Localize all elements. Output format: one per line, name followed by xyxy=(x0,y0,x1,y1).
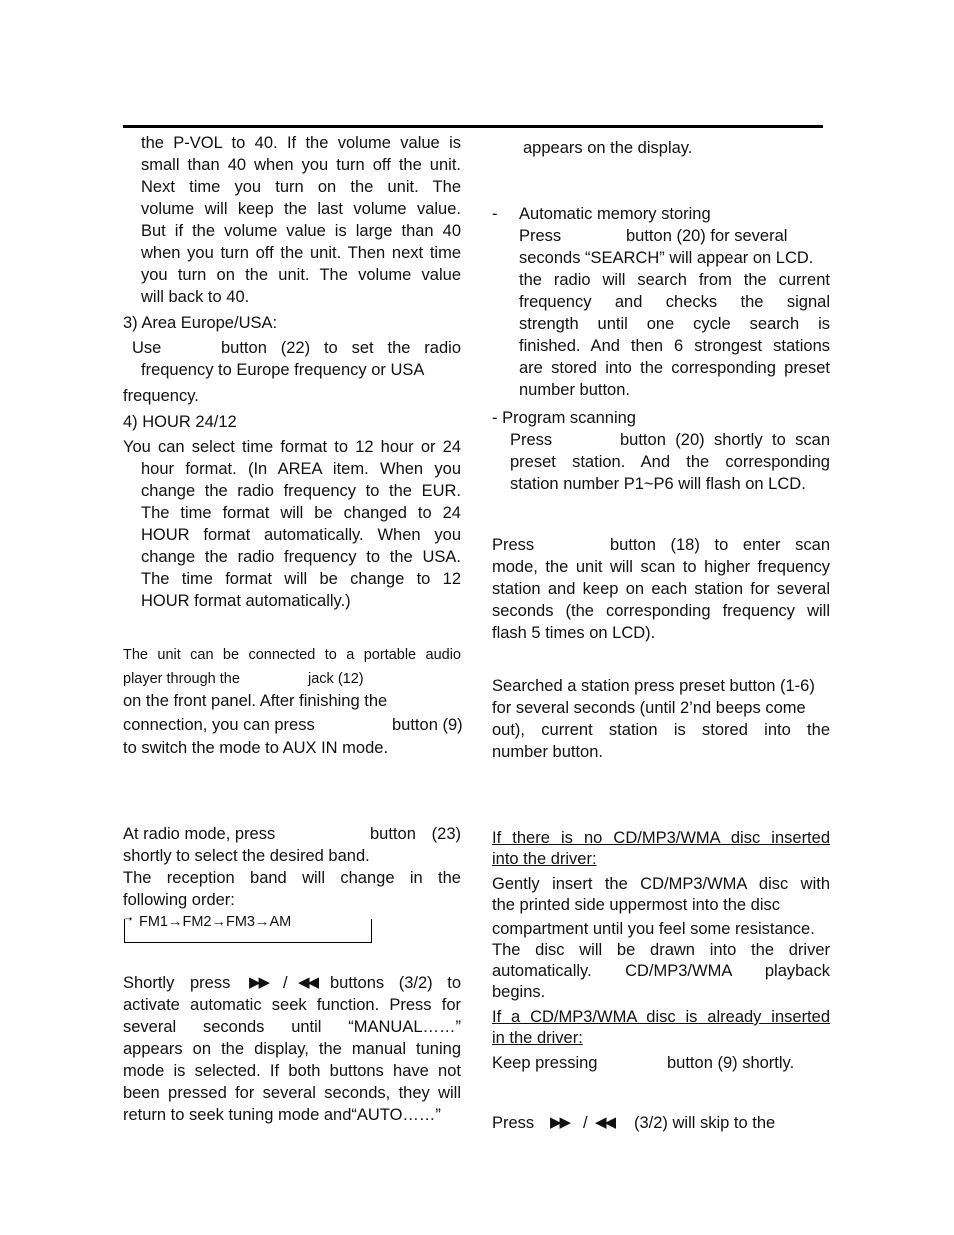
text-line: Press xyxy=(519,227,562,245)
text-line: mode, the unit will scan to higher frequency xyxy=(492,558,830,576)
text-line: return to seek tuning mode and“AUTO……” xyxy=(123,1106,441,1124)
text-line: seconds (the corresponding frequency will xyxy=(492,602,830,620)
text-line: station and keep on each station for several xyxy=(492,580,830,598)
text-line: are stored into the corresponding preset xyxy=(519,359,830,377)
section-heading: Automatic memory storing xyxy=(519,205,711,223)
section-heading: - Program scanning xyxy=(492,409,636,427)
text-line: button (20) shortly to scan xyxy=(620,431,830,449)
band-order-label: FM1→FM2→FM3→AM xyxy=(139,911,295,933)
text-line: hour format. (In AREA item. When you xyxy=(141,460,461,478)
text-line: out), current station is stored into the xyxy=(492,721,830,739)
text-line: station number P1~P6 will flash on LCD. xyxy=(510,475,806,493)
text-line: - xyxy=(492,205,498,223)
text-line: to switch the mode to AUX IN mode. xyxy=(123,739,389,757)
text-line: Use xyxy=(132,339,162,357)
subheading: If a CD/MP3/WMA disc is already inserted xyxy=(492,1008,830,1026)
text-line: will back to 40. xyxy=(141,288,250,306)
text-line: appears on the display, the manual tuning xyxy=(123,1040,461,1058)
text-line: seconds “SEARCH” will appear on LCD. xyxy=(519,249,814,267)
text-line: / xyxy=(583,1114,588,1132)
text-line: on the front panel. After finishing the xyxy=(123,692,388,710)
section-heading: 4) HOUR 24/12 xyxy=(123,413,237,431)
text-line: you turn on the unit. The volume value xyxy=(141,266,461,284)
text-line: The unit can be connected to a portable audio xyxy=(123,647,461,663)
text-line: jack (12) xyxy=(308,671,364,687)
text-line: The disc will be drawn into the driver xyxy=(492,941,830,959)
text-line: the printed side uppermost into the disc xyxy=(492,896,781,914)
text-line: But if the volume value is large than 40 xyxy=(141,222,461,240)
text-line: preset station. And the corresponding xyxy=(510,453,830,471)
arrow-right-icon: ➝ xyxy=(124,914,133,925)
seek-forward-icon: ▶▶ xyxy=(249,974,269,991)
text-line: The reception band will change in the xyxy=(123,869,461,887)
text-line: shortly to select the desired band. xyxy=(123,847,370,865)
text-line: change the radio frequency to the EUR. xyxy=(141,482,461,500)
text-line: mode is selected. If both buttons have not xyxy=(123,1062,461,1080)
text-line: HOUR format automatically.) xyxy=(141,592,351,610)
text-line: Keep pressing xyxy=(492,1054,598,1072)
text-line: for several seconds (until 2’nd beeps come xyxy=(492,699,806,717)
header-rule xyxy=(123,125,823,128)
text-line: button (23) xyxy=(370,825,461,843)
text-line: activate automatic seek function. Press for xyxy=(123,996,461,1014)
text-line: number button. xyxy=(492,743,603,761)
text-line: button (22) to set the radio xyxy=(221,339,461,357)
text-line: player through the xyxy=(123,671,240,687)
text-line: HOUR format automatically. When you xyxy=(141,526,461,544)
text-line: finished. And then 6 strongest stations xyxy=(519,337,830,355)
text-line: begins. xyxy=(492,983,546,1001)
text-line: number button. xyxy=(519,381,630,399)
text-line: automatically. CD/MP3/WMA playback xyxy=(492,962,830,980)
text-line: change the radio frequency to the USA. xyxy=(141,548,461,566)
text-line: when you turn off the unit. Then next time xyxy=(141,244,461,262)
text-line: volume will keep the last volume value. xyxy=(141,200,461,218)
text-line: button (18) to enter scan xyxy=(610,536,830,554)
text-line: buttons (3/2) to xyxy=(330,974,461,992)
subheading: If there is no CD/MP3/WMA disc inserted xyxy=(492,829,830,847)
text-line: Press xyxy=(492,1114,535,1132)
text-line: the P-VOL to 40. If the volume value is xyxy=(141,134,461,152)
text-line: Press xyxy=(492,536,535,554)
text-line: (3/2) will skip to the xyxy=(634,1114,776,1132)
text-line: The time format will be changed to 24 xyxy=(141,504,461,522)
text-line: following order: xyxy=(123,891,235,909)
text-line: At radio mode, press xyxy=(123,825,276,843)
text-line: Gently insert the CD/MP3/WMA disc with xyxy=(492,875,830,893)
text-line: You can select time format to 12 hour or 24 xyxy=(123,438,461,456)
text-line: Next time you turn on the unit. The xyxy=(141,178,461,196)
text-line: been pressed for several seconds, they will xyxy=(123,1084,461,1102)
text-line: button (9) shortly. xyxy=(667,1054,795,1072)
text-line: compartment until you feel some resistance. xyxy=(492,920,815,938)
text-line: press xyxy=(190,974,231,992)
text-line: connection, you can press xyxy=(123,716,315,734)
text-line: The time format will be change to 12 xyxy=(141,570,461,588)
text-line: flash 5 times on LCD). xyxy=(492,624,656,642)
text-line: Press xyxy=(510,431,553,449)
text-line: the radio will search from the current xyxy=(519,271,830,289)
text-line: frequency. xyxy=(123,387,199,405)
subheading: in the driver: xyxy=(492,1029,583,1047)
text-line: appears on the display. xyxy=(523,139,693,157)
text-line: several seconds until “MANUAL……” xyxy=(123,1018,461,1036)
text-line: frequency and checks the signal xyxy=(519,293,830,311)
text-line: Searched a station press preset button (1-6) xyxy=(492,677,815,695)
subheading: into the driver: xyxy=(492,850,597,868)
text-line: strength until one cycle search is xyxy=(519,315,830,333)
seek-backward-icon: ◀◀ xyxy=(595,1114,615,1131)
text-line: button (20) for several xyxy=(626,227,788,245)
seek-forward-icon: ▶▶ xyxy=(550,1114,570,1131)
text-line: Shortly xyxy=(123,974,175,992)
text-line: frequency to Europe frequency or USA xyxy=(141,361,425,379)
text-line: small than 40 when you turn off the unit. xyxy=(141,156,461,174)
text-line: button (9) xyxy=(392,716,463,734)
seek-backward-icon: ◀◀ xyxy=(298,974,318,991)
text-line: / xyxy=(283,974,288,992)
section-heading: 3) Area Europe/USA: xyxy=(123,314,278,332)
